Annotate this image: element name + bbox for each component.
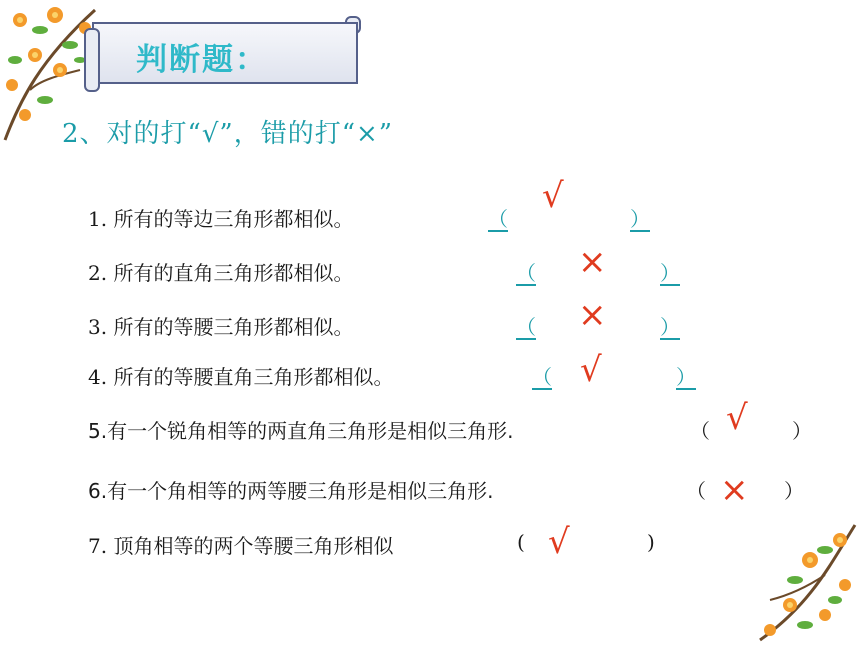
question-6-close-paren: ） [784, 479, 804, 503]
banner-title: 判断题： [136, 42, 268, 78]
question-1-open-paren: （ [488, 207, 508, 231]
flower-decoration-bottom-right [750, 515, 860, 645]
question-4-answer: √ [580, 350, 602, 390]
question-3-answer: × [578, 295, 607, 335]
question-7-close-paren: ) [647, 530, 655, 554]
question-2-answer: × [578, 242, 607, 282]
question-7-answer: √ [548, 522, 570, 562]
question-3-open-paren: （ [516, 315, 536, 339]
question-3-close-paren: ） [660, 315, 680, 339]
question-1-text: 1. 所有的等边三角形都相似。 [88, 207, 354, 231]
question-2-close-paren: ） [660, 261, 680, 285]
question-7-text: 7. 顶角相等的两个等腰三角形相似 [88, 534, 394, 558]
question-1-close-paren: ） [630, 207, 650, 231]
question-5-text: 5.有一个锐角相等的两直角三角形是相似三角形. [88, 419, 514, 443]
question-6-answer: × [720, 470, 749, 510]
question-6-text: 6.有一个角相等的两等腰三角形是相似三角形. [88, 479, 494, 503]
banner-curl-left [84, 28, 100, 92]
question-4-open-paren: （ [532, 365, 552, 389]
question-3-text: 3. 所有的等腰三角形都相似。 [88, 315, 354, 339]
question-4-close-paren: ） [676, 365, 696, 389]
question-4-text: 4. 所有的等腰直角三角形都相似。 [88, 365, 394, 389]
question-7-open-paren: ( [517, 530, 525, 554]
question-6-open-paren: （ [686, 479, 706, 503]
question-2-text: 2. 所有的直角三角形都相似。 [88, 261, 354, 285]
question-5-answer: √ [726, 398, 748, 438]
question-5-open-paren: （ [690, 419, 710, 443]
question-5-close-paren: ） [792, 419, 812, 443]
instruction-heading: 2、对的打“√”，错的打“×” [62, 119, 394, 149]
question-1-answer: √ [542, 176, 564, 216]
question-2-open-paren: （ [516, 261, 536, 285]
